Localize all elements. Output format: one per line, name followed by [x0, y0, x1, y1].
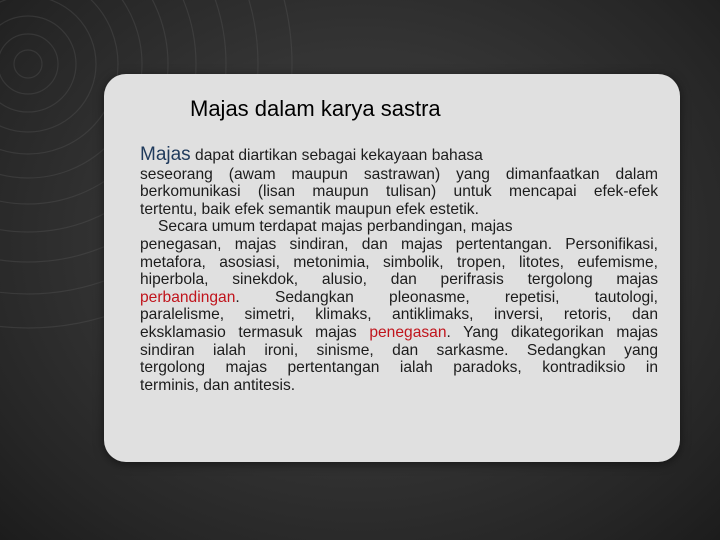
paragraph2-line7 [140, 324, 658, 342]
paragraph2-line1: Secara umum terdapat majas perbandingan, majas [158, 218, 513, 236]
paragraph2-line4: hiperbola, sinekdok, alusio, dan perifrasis tergolong majas [140, 271, 658, 289]
paragraph2-line8: sindiran ialah ironi, sinisme, dan sarkasme. Sedangkan yang [140, 341, 658, 359]
paragraph1-line2: seseorang (awam maupun sastrawan) yang dimanfaatkan dalam [140, 165, 658, 183]
slide-title: Majas dalam karya sastra [190, 96, 441, 121]
paragraph2-line7-end: . Yang dikategorikan majas [446, 323, 658, 341]
paragraph2-line7-start: eksklamasio termasuk majas [140, 323, 370, 341]
paragraph2-line10: terminis, dan antitesis. [140, 376, 296, 394]
paragraph2-line3: metafora, asosiasi, metonimia, simbolik, tropen, litotes, eufemisme, [140, 253, 658, 271]
paragraph1-line4: tertentu, baik efek semantik maupun efek estetik. [140, 200, 479, 218]
paragraph2-line2: penegasan, majas sindiran, dan majas pertentangan. Personifikasi, [140, 235, 658, 253]
paragraph2-line9: tergolong majas pertentangan ialah paradoks, kontradiksio in [140, 359, 658, 377]
highlight-penegasan: penegasan [369, 323, 447, 341]
paragraph1-line1 [140, 146, 658, 165]
slide-body [140, 146, 658, 394]
paragraph1-line1-rest: dapat diartikan sebagai kekayaan bahasa [190, 147, 483, 164]
paragraph1-line3: berkomunikasi (lisan maupun tulisan) untuk mencapai efek-efek [140, 183, 658, 201]
lead-word: Majas [140, 144, 191, 165]
paragraph2-line5-rest: . Sedangkan pleonasme, repetisi, tautologi, [235, 288, 658, 306]
highlight-perbandingan: perbandingan [140, 288, 236, 306]
paragraph2-line5 [140, 289, 658, 307]
paragraph2-line6: paralelisme, simetri, klimaks, antiklimaks, inversi, retoris, dan [140, 306, 658, 324]
